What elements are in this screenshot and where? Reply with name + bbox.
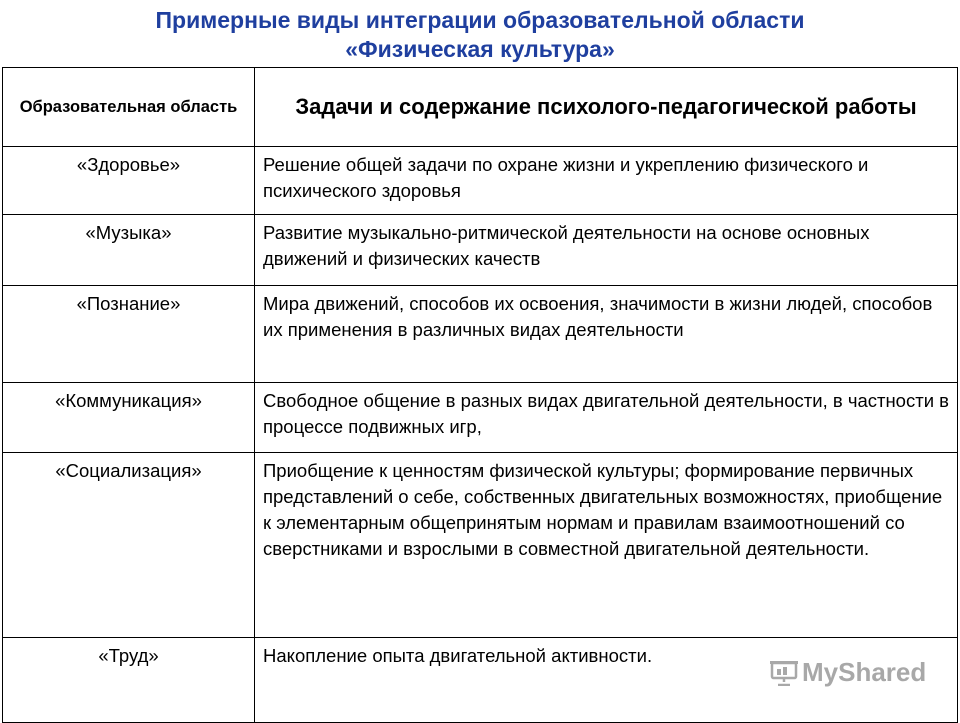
row-area: «Коммуникация»: [3, 383, 255, 453]
row-task: Свободное общение в разных видах двигательной деятельности, в частности в процессе подвижных игр,: [255, 383, 958, 453]
header-area: Образовательная область: [3, 68, 255, 147]
row-area: «Познание»: [3, 286, 255, 383]
row-task: Развитие музыкально-ритмической деятельности на основе основных движений и физических качеств: [255, 215, 958, 286]
table-row: [3, 453, 958, 638]
row-area: «Музыка»: [3, 215, 255, 286]
table-row: [3, 383, 958, 453]
table-row: [3, 215, 958, 286]
page-title: [0, 6, 960, 64]
watermark: [770, 657, 926, 688]
presentation-icon: [770, 660, 798, 686]
title-line-1: Примерные виды интеграции образовательной области: [155, 7, 805, 33]
row-area: «Здоровье»: [3, 147, 255, 215]
row-task: Приобщение к ценностям физической культуры; формирование первичных представлений о себе, собственных двигательных возможностях, приобщение к элементарным общепринятым нормам и правилам взаимоотношений со сверстниками и взрослыми в совместной двигательной деятельности.: [255, 453, 958, 638]
title-line-2: «Физическая культура»: [345, 36, 615, 62]
row-task: Мира движений, способов их освоения, значимости в жизни людей, способов их применения в различных видах деятельности: [255, 286, 958, 383]
row-area: «Социализация»: [3, 453, 255, 638]
integration-table: [2, 67, 958, 723]
header-tasks: Задачи и содержание психолого-педагогической работы: [255, 68, 958, 147]
row-task: Накопление опыта двигательной активности.: [255, 638, 958, 723]
table-row: [3, 286, 958, 383]
row-area: «Труд»: [3, 638, 255, 723]
table-header-row: [3, 68, 958, 147]
row-task: Решение общей задачи по охране жизни и укреплению физического и психического здоровья: [255, 147, 958, 215]
table-row: [3, 147, 958, 215]
watermark-text: MyShared: [802, 657, 927, 687]
